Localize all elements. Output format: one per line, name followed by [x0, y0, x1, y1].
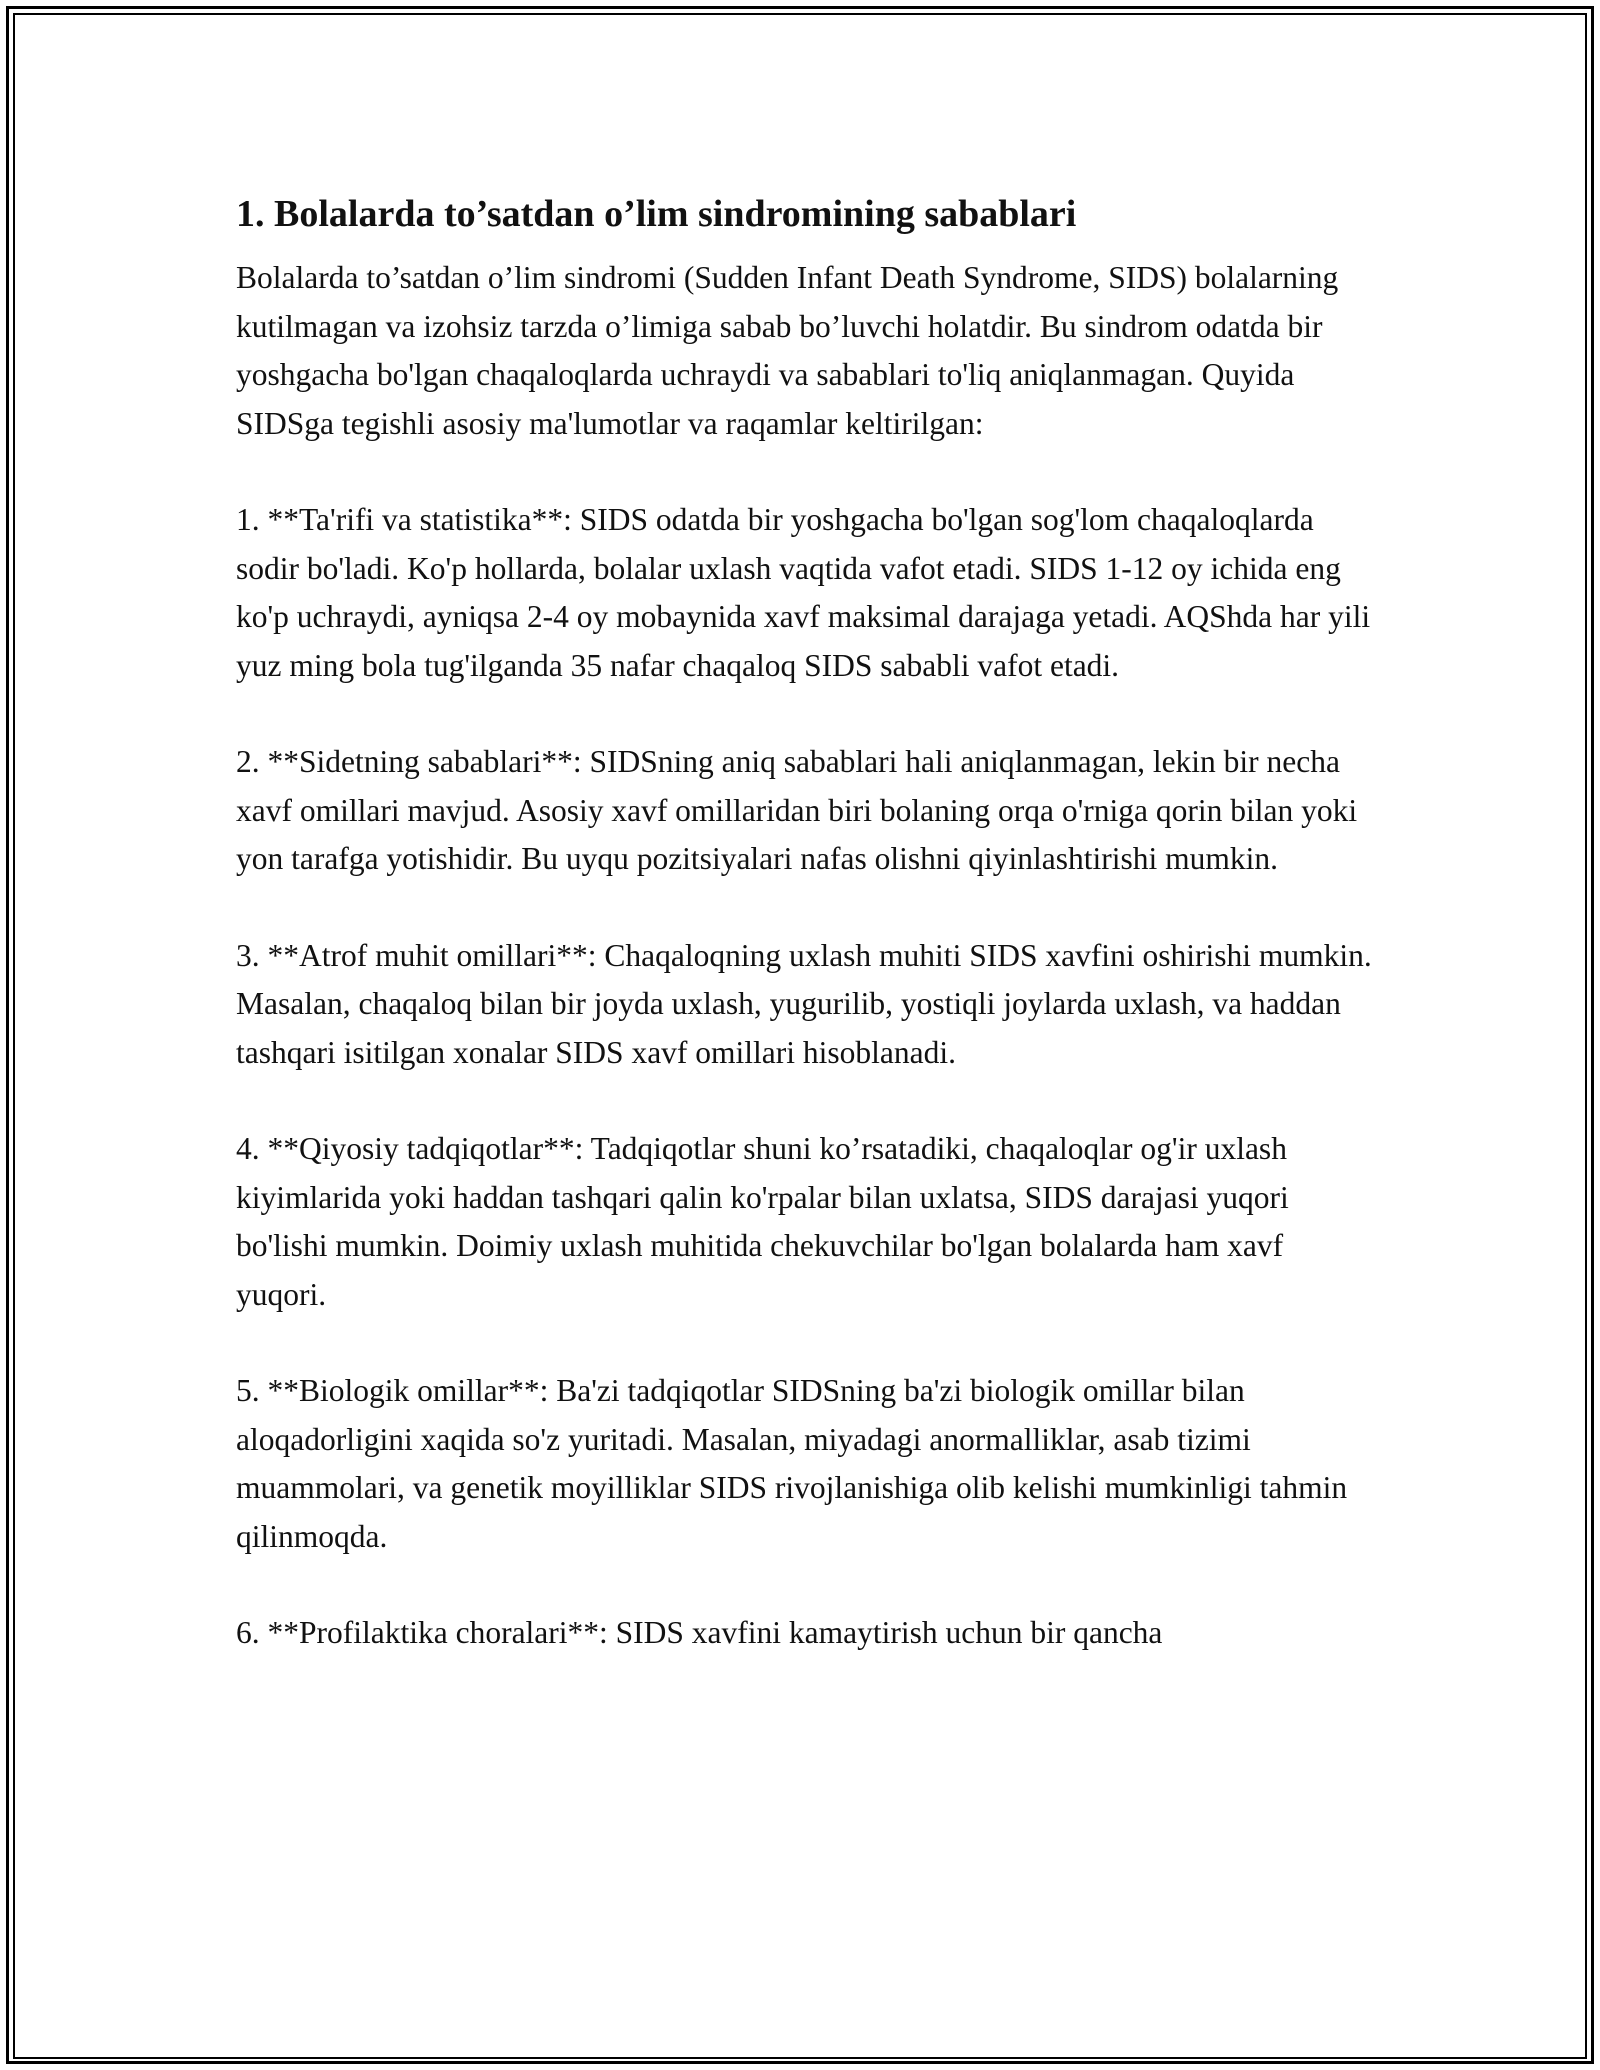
paragraph-biological-factors: 5. **Biologik omillar**: Ba'zi tadqiqotlar SIDSning ba'zi biologik omillar bilan aloqadorligini xaqida so'z yuritadi. Masalan, miyadagi anormalliklar, asab tizimi muammolari, va genetik moyilliklar SIDS rivojlanishiga olib kelishi mumkinligi tahmin qilinmoqda. — [236, 1373, 1348, 1554]
intro-paragraph: Bolalarda to’satdan o’lim sindromi (Sudden Infant Death Syndrome, SIDS) bolalarning kutilmagan va izohsiz tarzda o’limiga sabab bo’luvchi holatdir. Bu sindrom odatda bir yoshgacha bo'lgan chaqaloqlarda uchraydi va sabablari to'liq aniqlanmagan. Quyida SIDSga tegishli asosiy ma'lumotlar va raqamlar keltirilgan: — [236, 260, 1339, 441]
paragraph-prevention: 6. **Profilaktika choralari**: SIDS xavfini kamaytirish uchun bir qancha — [236, 1615, 1163, 1650]
paragraph-causes: 2. **Sidetning sabablari**: SIDSning aniq sabablari hali aniqlanmagan, lekin bir necha xavf omillari mavjud. Asosiy xavf omillaridan biri bolaning orqa o'rniga qorin bilan yoki yon tarafga yotishidir. Bu uyqu pozitsiyalari nafas olishni qiyinlashtirishi mumkin. — [236, 744, 1358, 876]
paragraph-environment-factors: 3. **Atrof muhit omillari**: Chaqaloqning uxlash muhiti SIDS xavfini oshirishi mumkin. Masalan, chaqaloq bilan bir joyda uxlash, yugurilib, yostiqli joylarda uxlash, va haddan tashqari isitilgan xonalar SIDS xavf omillari hisoblanadi. — [236, 937, 1372, 1070]
document-body — [236, 190, 1376, 1706]
paragraph-comparative-research: 4. **Qiyosiy tadqiqotlar**: Tadqiqotlar shuni ko’rsatadiki, chaqaloqlar og'ir uxlash kiyimlarida yoki haddan tashqari qalin ko'rpalar bilan uxlatsa, SIDS darajasi yuqori bo'lishi mumkin. Doimiy uxlash muhitida chekuvchilar bo'lgan bolalarda ham xavf yuqori. — [236, 1131, 1289, 1312]
section-heading: 1. Bolalarda to’satdan o’lim sindromining sabablari — [236, 193, 1077, 235]
paragraph-definition-statistics: 1. **Ta'rifi va statistika**: SIDS odatda bir yoshgacha bo'lgan sog'lom chaqaloqlarda sodir bo'ladi. Ko'p hollarda, bolalar uxlash vaqtida vafot etadi. SIDS 1-12 oy ichida eng ko'p uchraydi, ayniqsa 2-4 oy mobaynida xavf maksimal darajaga yetadi. AQShda har yili yuz ming bola tug'ilganda 35 nafar chaqaloq SIDS sababli vafot etadi. — [236, 502, 1371, 683]
